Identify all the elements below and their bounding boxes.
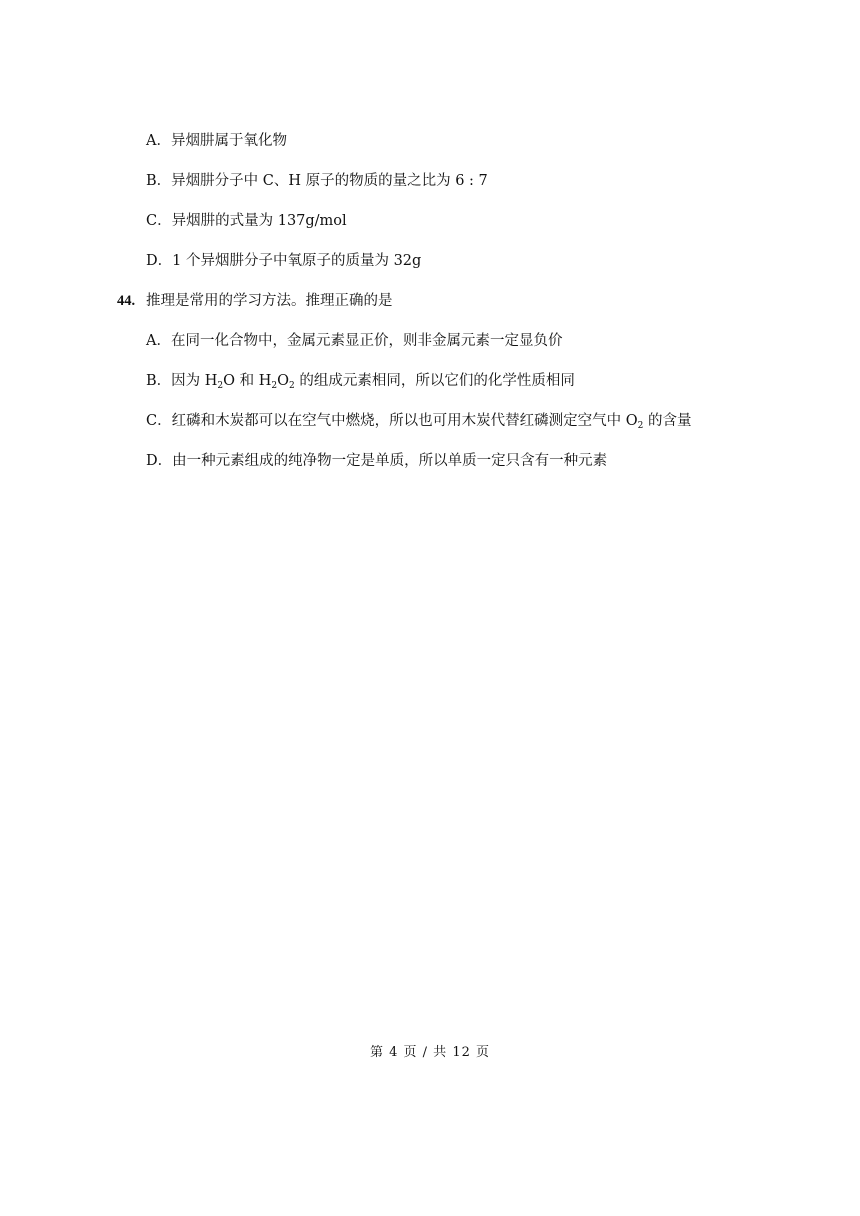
q44-option-d <box>146 452 607 470</box>
option-letter: A． <box>146 133 171 149</box>
question-44-number: 44. <box>117 293 136 309</box>
option-letter: C． <box>146 213 172 229</box>
subscript: 2 <box>289 381 295 391</box>
option-text-mid: O 和 H <box>223 373 272 389</box>
q44-option-c <box>146 412 691 430</box>
question-44-stem: 推理是常用的学习方法。推理正确的是 <box>146 293 393 309</box>
option-text: 异烟肼属于氧化物 <box>170 133 287 149</box>
option-text-pre: 因为 H <box>171 373 218 389</box>
option-text-pre: 红磷和木炭都可以在空气中燃烧，所以也可用木炭代替红磷测定空气中 O <box>171 413 638 429</box>
option-text: 1 个异烟肼分子中氧原子的质量为 32g <box>172 253 422 269</box>
q44-option-b <box>146 372 575 390</box>
option-text: 异烟肼分子中 C、H 原子的物质的量之比为 6 : 7 <box>171 173 488 189</box>
subscript: 2 <box>637 421 644 431</box>
option-letter: D． <box>146 253 173 269</box>
option-text-post: 的组成元素相同，所以它们的化学性质相同 <box>294 373 575 389</box>
page-number-footer: 第 4 页 / 共 12 页 <box>370 1045 490 1060</box>
option-text: 由一种元素组成的纯净物一定是单质，所以单质一定只含有一种元素 <box>172 453 608 469</box>
subscript: 2 <box>271 381 278 391</box>
option-letter: A． <box>146 333 171 349</box>
q44-option-a <box>146 332 562 350</box>
option-text: 在同一化合物中，金属元素显正价，则非金属元素一定显负价 <box>170 333 563 349</box>
option-text-mid: O <box>277 373 290 389</box>
q43-option-a <box>146 132 287 150</box>
q43-option-d <box>146 252 421 270</box>
option-letter: D． <box>146 453 173 469</box>
option-text: 异烟肼的式量为 137g/mol <box>171 213 347 229</box>
option-letter: C． <box>146 413 172 429</box>
q43-option-b <box>146 172 488 190</box>
subscript: 2 <box>217 381 224 391</box>
option-letter: B． <box>146 173 172 189</box>
q43-option-c <box>146 212 347 230</box>
option-letter: B． <box>146 373 172 389</box>
option-text-post: 的含量 <box>643 413 692 429</box>
